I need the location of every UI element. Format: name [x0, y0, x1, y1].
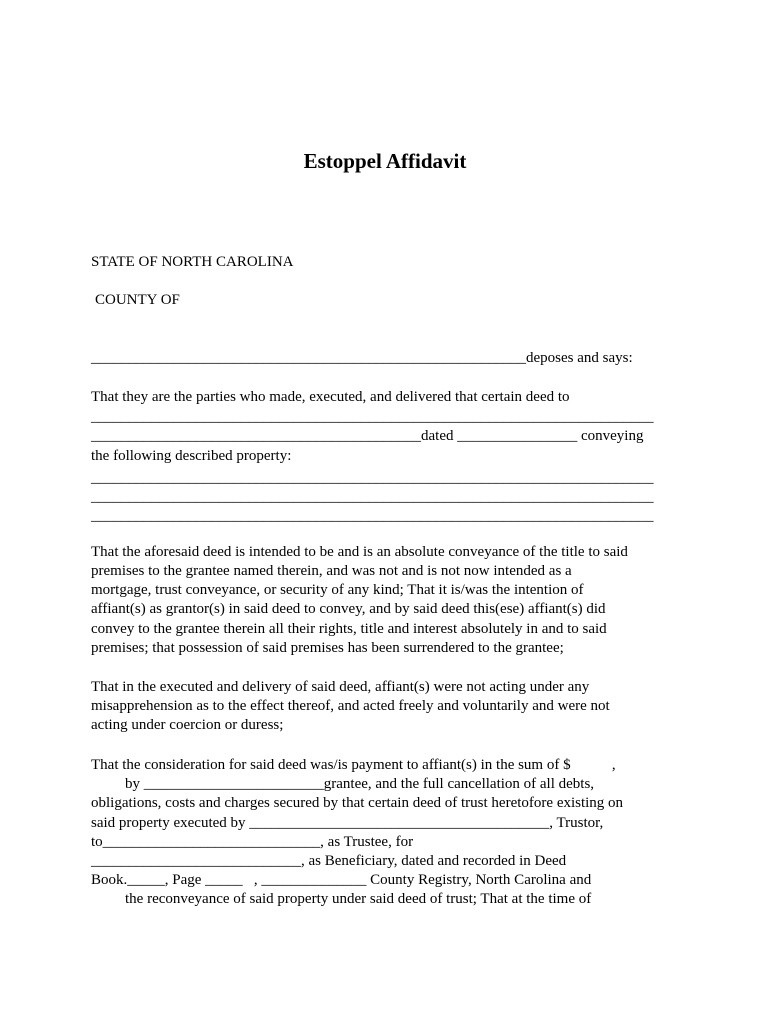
blank-line: ___________________________________________________________________________: [91, 508, 654, 524]
blank-line: ___________________________________________________________________________: [91, 470, 654, 486]
paragraph-line: Book._____, Page _____ , ______________ County Registry, North Carolina and: [91, 872, 592, 888]
paragraph-line: That the aforesaid deed is intended to be and is an absolute conveyance of the title to said: [91, 544, 628, 560]
paragraph-line: by ________________________grantee, and the full cancellation of all debts,: [125, 776, 595, 792]
paragraph-line: acting under coercion or duress;: [91, 717, 284, 733]
paragraph-line: misapprehension as to the effect thereof, and acted freely and voluntarily and were not: [91, 698, 610, 714]
affiant-name-line: __________________________________________________________deposes and says:: [91, 350, 633, 366]
blank-line: ___________________________________________________________________________: [91, 409, 654, 425]
county-line: COUNTY OF: [95, 292, 180, 308]
paragraph-line: to_____________________________, as Trustee, for: [91, 834, 414, 850]
paragraph-line: premises to the grantee named therein, and was not and is not now intended as a: [91, 563, 572, 579]
paragraph-line: ____________________________, as Beneficiary, dated and recorded in Deed: [91, 853, 567, 869]
paragraph-line: mortgage, trust conveyance, or security of any kind; That it is/was the intention of: [91, 582, 584, 598]
state-line: STATE OF NORTH CAROLINA: [91, 254, 294, 270]
paragraph-line: premises; that possession of said premises has been surrendered to the grantee;: [91, 640, 564, 656]
document-title: Estoppel Affidavit: [303, 149, 467, 173]
dated-line: ____________________________________________dated ________________ conveying: [91, 428, 644, 444]
paragraph-line: convey to the grantee therein all their rights, title and interest absolutely in and to said: [91, 621, 607, 637]
paragraph-line: the following described property:: [91, 448, 292, 464]
paragraph-line: That they are the parties who made, executed, and delivered that certain deed to: [91, 389, 570, 405]
paragraph-line: affiant(s) as grantor(s) in said deed to convey, and by said deed this(ese) affiant(s) did: [91, 601, 606, 617]
paragraph-line: said property executed by ________________________________________, Trustor,: [91, 815, 604, 831]
blank-line: ___________________________________________________________________________: [91, 489, 654, 505]
paragraph-line: obligations, costs and charges secured by that certain deed of trust heretofore existing on: [91, 795, 624, 811]
paragraph-line: That in the executed and delivery of said deed, affiant(s) were not acting under any: [91, 679, 590, 695]
paragraph-line: That the consideration for said deed was/is payment to affiant(s) in the sum of $ ,: [91, 757, 616, 773]
paragraph-line: the reconveyance of said property under said deed of trust; That at the time of: [125, 891, 592, 907]
